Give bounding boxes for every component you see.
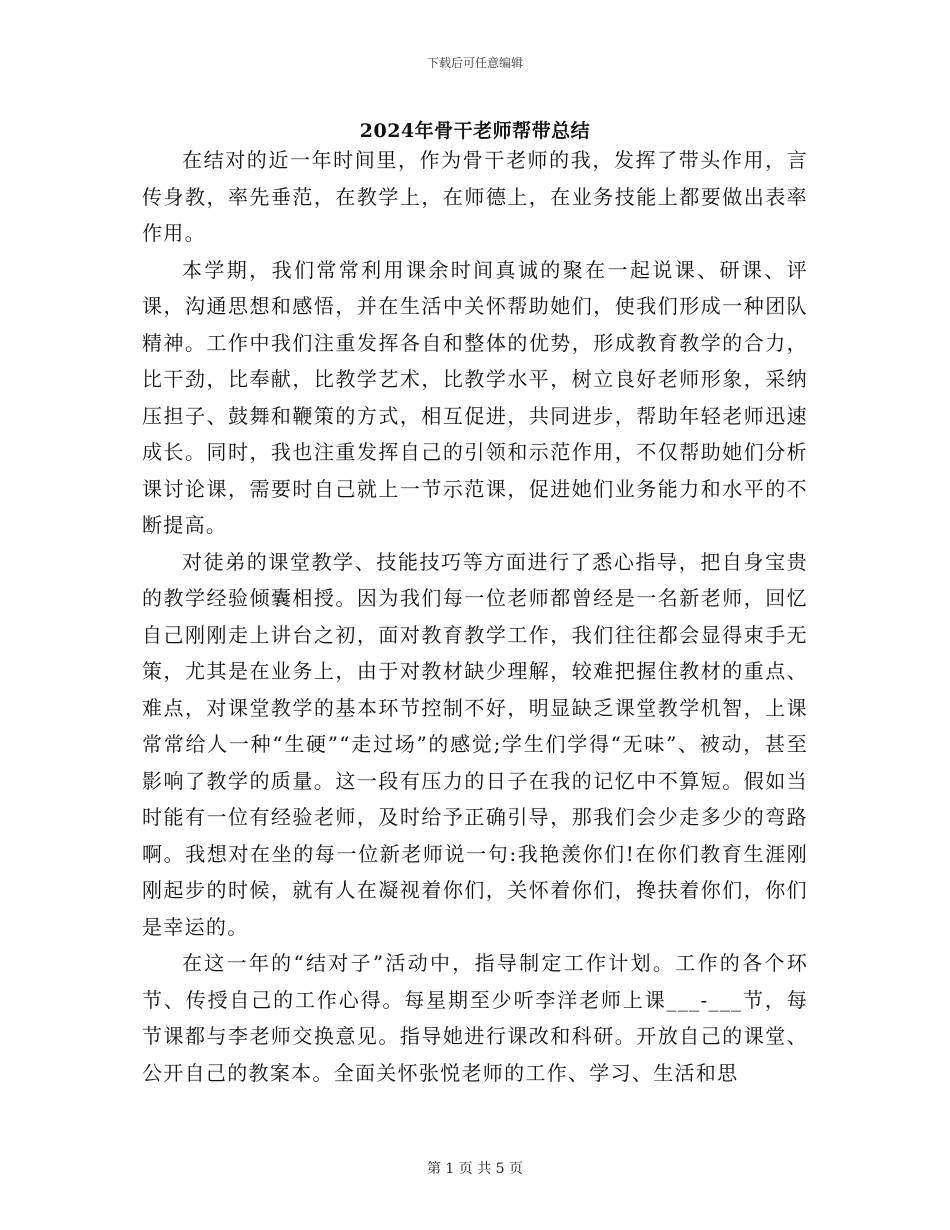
- header-note: 下载后可任意编辑: [426, 56, 523, 70]
- paragraph-1: 在结对的近一年时间里，作为骨干老师的我，发挥了带头作用，言传身教，率先垂范，在教学上，在师德上，在业务技能上都要做出表率作用。: [142, 148, 808, 245]
- paragraph-3: 对徒弟的课堂教学、技能技巧等方面进行了悉心指导，把自身宝贵的教学经验倾囊相授。因为我们每一位老师都曾经是一名新老师，回忆自己刚刚走上讲台之初，面对教育教学工作，我们往往都会显得束手无策，尤其是在业务上，由于对教材缺少理解，较难把握住教材的重点、难点，对课堂教学的基本环节控制不好，明显缺乏课堂教学机智，上课常常给人一种“生硬”“走过场”的感觉;学生们学得“无味”、被动，甚至影响了教学的质量。这一段有压力的日子在我的记忆中不算短。假如当时能有一位有经验老师，及时给予正确引导，那我们会少走多少的弯路啊。我想对在坐的每一位新老师说一句:我艳羡你们!在你们教育生涯刚刚起步的时候，就有人在凝视着你们，关怀着你们，搀扶着你们，你们是幸运的。: [142, 549, 808, 939]
- paragraph-2: 本学期，我们常常利用课余时间真诚的聚在一起说课、研课、评课，沟通思想和感悟，并在生活中关怀帮助她们，使我们形成一种团队精神。工作中我们注重发挥各自和整体的优势，形成教育教学的合力，比干劲，比奉献，比教学艺术，比教学水平，树立良好老师形象，采纳压担子、鼓舞和鞭策的方式，相互促进，共同进步，帮助年轻老师迅速成长。同时，我也注重发挥自己的引领和示范作用，不仅帮助她们分析课讨论课，需要时自己就上一节示范课，促进她们业务能力和水平的不断提高。: [142, 257, 808, 537]
- document-body: [142, 142, 808, 1091]
- document-title: 2024年骨干老师帮带总结: [359, 120, 591, 142]
- page-number: 第 1 页 共 5 页: [426, 1161, 524, 1177]
- paragraph-4: 在这一年的“结对子”活动中，指导制定工作计划。工作的各个环节、传授自己的工作心得。每星期至少听李洋老师上课___-___节，每节课都与李老师交换意见。指导她进行课改和科研。开放自己的课堂、公开自己的教案本。全面关怀张悦老师的工作、学习、生活和思: [142, 951, 808, 1085]
